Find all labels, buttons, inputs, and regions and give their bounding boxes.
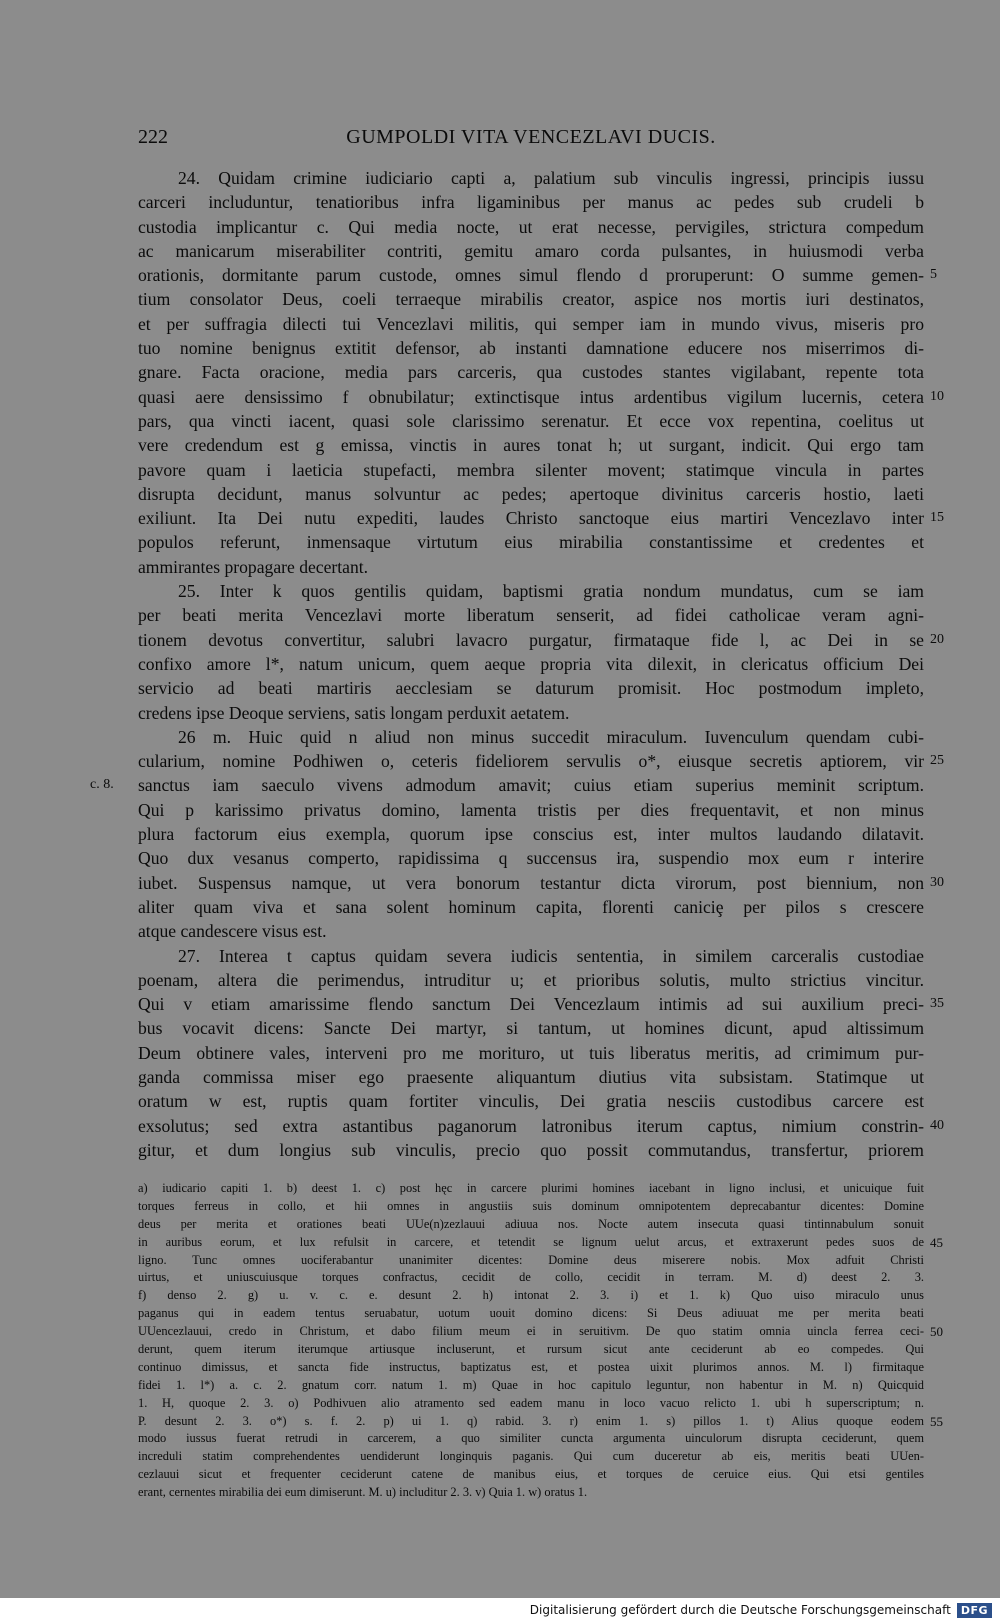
text-line — [138, 603, 924, 627]
text-line — [138, 1065, 924, 1089]
footnote-text: fidei 1. l*) a. c. 2. gnatum corr. natum 1. m) Quae in hoc capitulo leguntur, non habentur in M. n) Quicquid — [138, 1377, 924, 1392]
line-text: atque candescere visus est. — [138, 921, 327, 942]
footnote-text: modo iussus fuerat retrudi in carcerem, a quo similiter cuncta argumenta uinculorum disrupta ceciderunt, quem — [138, 1431, 924, 1446]
line-text: aliter quam viva et sana solent hominum capita, florenti caniciȩ per pilos s crescere — [138, 896, 924, 917]
funding-footer — [0, 1598, 1000, 1622]
footnote-line — [138, 1484, 924, 1502]
footnote-line — [138, 1430, 924, 1448]
line-text: tuo nomine benignus extitit defensor, ab instanti damnatione educere nos miserrimos di- — [138, 338, 924, 359]
line-text: Deum obtinere vales, interveni pro me morituro, ut tuis liberatus meritis, ad crimimum pur- — [138, 1042, 924, 1063]
text-line — [138, 555, 924, 579]
line-text: ac manicarum miserabiliter contriti, gemitu amaro corda pulsantes, in huiusmodi verba — [138, 240, 924, 261]
footnote-text: in auribus eorum, et lux refulsit in carcere, et tetendit se lignum uelut arcus, et extraxerunt pedes suos de — [138, 1234, 924, 1249]
text-line — [138, 263, 937, 287]
line-text: ammirantes propagare decertant. — [138, 556, 369, 577]
line-text: ganda commissa miser ego praesente aliquantum diutius vita subsistam. Statimque ut — [138, 1066, 924, 1087]
line-number: 45 — [930, 1234, 943, 1250]
footnote-line — [138, 1305, 924, 1323]
text-line — [138, 992, 944, 1016]
footnote-text: continuo dimissus, et sancta fide instructus, baptizatus est, et postea uixit plurimos annos. M. l) firmitaque — [138, 1359, 924, 1374]
line-text: servicio ad beati martiris aecclesiam se daturum promisit. Hoc postmodum impleto, — [138, 678, 924, 699]
dfg-logo: DFG — [957, 1603, 992, 1618]
text-line — [138, 458, 924, 482]
line-text: pavore quam i laeticia stupefacti, membra silenter movent; statimque vincula in partes — [138, 459, 924, 480]
line-text: per beati merita Vencezlavi morte liberatum senserit, ad fidei catholicae veram agni- — [138, 605, 924, 626]
text-line — [138, 579, 924, 603]
text-line — [138, 871, 944, 895]
text-line — [138, 701, 924, 725]
text-line — [138, 1114, 944, 1138]
footnote-text: deus per merita et orationes beati UUe(n)zezlauui adiuua nos. Nocte autem insecuta quasi tintinnabulum sonuit — [138, 1216, 924, 1231]
footnote-line — [138, 1466, 924, 1484]
footnote-line — [138, 1341, 924, 1359]
footnote-text: ligno. Tunc omnes uociferabantur unanimiter dicentes: Domine deus miserere nobis. Mox adfuit Christi — [138, 1252, 924, 1267]
text-line — [138, 822, 924, 846]
text-line — [138, 482, 924, 506]
text-line — [138, 287, 924, 311]
footnote-text: f) denso 2. g) u. v. c. e. desunt 2. h) intonat 2. 3. i) et 1. k) Quo uiso miraculo unus — [138, 1288, 924, 1303]
line-number: 5 — [930, 267, 937, 283]
page-number: 222 — [138, 126, 168, 148]
footnote-line — [138, 1269, 924, 1287]
text-line — [138, 895, 924, 919]
footnote-text: UUencezlauui, credo in Christum, et dabo filium meum ei in seruitivm. De quo statim omnia uincla ferrea ceci- — [138, 1324, 924, 1339]
text-line — [138, 968, 924, 992]
text-line — [138, 385, 944, 409]
line-text: credens ipse Deoque serviens, satis longam perduxit aetatem. — [138, 702, 570, 723]
line-text: plura factorum eius exempla, quorum ipse conscius est, inter multos laudando dilatavit. — [138, 824, 924, 845]
line-number: 10 — [930, 388, 944, 404]
footnote-line — [138, 1287, 924, 1305]
line-text: Quo dux vesanus comperto, rapidissima q succensus ira, suspendio mox eum r interire — [138, 848, 924, 869]
text-line — [138, 239, 924, 263]
text-line — [138, 676, 924, 700]
line-text: poenam, altera die perimendus, intruditur u; et prioribus solutis, multo strictius vincitur. — [138, 969, 924, 990]
line-text: quasi aere densissimo f obnubilatur; extinctisque intus ardentibus vigilum lucernis, cetera — [138, 386, 924, 407]
text-line — [138, 1041, 924, 1065]
line-text: vere credendum est g emissa, vinctis in aures tonat h; ut surgant, indicit. Qui ergo tam — [138, 435, 924, 456]
text-line — [138, 944, 924, 968]
text-line — [138, 798, 924, 822]
line-text: 25. Inter k quos gentilis quidam, baptismi gratia nondum mundatus, cum se iam — [178, 581, 924, 602]
line-text: confixo amore l*, natum unicum, quem aeque propria vita dilexit, in clericatus officium Dei — [138, 653, 924, 674]
footnote-line — [138, 1448, 924, 1466]
line-number: 15 — [930, 510, 944, 526]
page-header — [138, 126, 924, 158]
footnote-text: torques ferreus in collo, et hii omnes in angustiis suis dominum omnipotentem deprecabantur dicentes: Domine — [138, 1198, 924, 1213]
line-text: tium consolator Deus, coeli terraeque mirabilis creator, aspice nos mortis iuri destinatos, — [138, 289, 924, 310]
text-line — [138, 506, 944, 530]
text-line — [138, 336, 924, 360]
line-text: sanctus iam saeculo vivens admodum amavit; cuius etiam superius meminit scriptum. — [138, 775, 924, 796]
text-line — [138, 628, 944, 652]
line-number: 30 — [930, 874, 944, 890]
footnote-line — [138, 1413, 943, 1431]
text-line — [138, 312, 924, 336]
footnotes — [138, 1180, 943, 1502]
footnote-line — [138, 1216, 924, 1234]
text-line — [138, 725, 924, 749]
line-text: orationis, dormitante parum custode, omnes simul flendo d proruperunt: O summe gemen- — [138, 265, 924, 286]
funding-note: Digitalisierung gefördert durch die Deutsche Forschungsgemeinschaft — [529, 1603, 951, 1617]
line-text: disrupta decidunt, manus solvuntur ac pedes; apertoque divinitus carceris hostio, laeti — [138, 483, 924, 504]
line-text: gitur, et dum longius sub vinculis, precio quo possit commutandus, transfertur, priorem — [138, 1139, 924, 1160]
footnote-line — [138, 1198, 924, 1216]
footnote-line — [138, 1395, 924, 1413]
line-text: et per suffragia dilecti tui Vencezlavi militis, qui semper iam in mundo vivus, miseris pro — [138, 313, 924, 334]
line-number: 40 — [930, 1117, 944, 1133]
footnote-line — [138, 1323, 943, 1341]
text-line — [138, 749, 944, 773]
text-line — [138, 360, 924, 384]
line-text: exiliunt. Ita Dei nutu expediti, laudes Christo sanctoque eius martiri Vencezlavo inter — [138, 508, 924, 529]
line-text: 26 m. Huic quid n aliud non minus succedit miraculum. Iuvenculum quendam cubi- — [178, 726, 924, 747]
footnote-text: derunt, quem iterum iterumque artiusque incluserunt, et rursum sicut ante ceciderunt ab eo compedes. Qui — [138, 1342, 924, 1357]
footnote-text: cezlauui sicut et frequenter ceciderunt catene de manibus eius, et torques de ceruice eius. Qui etsi gentiles — [138, 1467, 924, 1482]
line-number: 35 — [930, 996, 944, 1012]
line-text: custodia implicantur c. Qui media nocte, ut erat necesse, pervigiles, strictura compedum — [138, 216, 924, 237]
line-number: 25 — [930, 753, 944, 769]
text-line — [138, 652, 924, 676]
line-text: pars, qua vincti iacent, quasi sole clarissimo serenatur. Et ecce vox repentina, coelitus ut — [138, 410, 924, 431]
line-text: cularium, nomine Podhiwen o, ceteris fideliorem servulis o*, eiusque secretis aptiorem, vir — [138, 751, 924, 772]
line-text: iubet. Suspensus namque, ut vera bonorum testantur dicta virorum, post biennium, non — [138, 872, 924, 893]
text-line — [138, 530, 924, 554]
line-text: populos referunt, inmensaque virtutum eius mirabilia constantissime et credentes et — [138, 532, 924, 553]
footnote-text: P. desunt 2. 3. o*) s. f. 2. p) ui 1. q) rabid. 3. r) enim 1. s) pillos 1. t) Alius quoque eodem — [138, 1413, 924, 1428]
running-title: GUMPOLDI VITA VENCEZLAVI DUCIS. — [346, 126, 716, 148]
footnote-line — [138, 1377, 924, 1395]
footnote-line — [138, 1252, 924, 1270]
text-line — [138, 1016, 924, 1040]
footnote-text: increduli statim comprehendentes uendiderunt longinquis paganis. Qui cum duceretur ab eis, meritis beati UUen- — [138, 1449, 924, 1464]
text-line — [138, 846, 924, 870]
margin-note: c. 8. — [90, 777, 114, 793]
text-line — [138, 409, 924, 433]
text-line — [90, 773, 924, 797]
footnote-text: paganus qui in eadem tentus seruabatur, uotum uouit domino dicens: Si Deus adiuuat me per merita beati — [138, 1306, 924, 1321]
footnote-line — [138, 1359, 924, 1377]
line-text: carceri includuntur, tenatioribus infra ligaminibus per manus ac pedes sub crudeli b — [138, 192, 924, 213]
text-line — [138, 919, 924, 943]
line-text: 24. Quidam crimine iudiciario capti a, palatium sub vinculis ingressi, principis iussu — [178, 168, 924, 188]
text-line — [138, 166, 924, 190]
footnote-text: a) iudicario capiti 1. b) deest 1. c) post hęc in carcere plurimi homines iacebant in ligno inclusi, et unicuique fuit — [138, 1181, 924, 1195]
line-number: 20 — [930, 631, 944, 647]
line-text: gnare. Facta oracione, media pars carceris, qua custodes stantes vigilabant, repente tota — [138, 362, 924, 383]
footnote-text: erant, cernentes mirabilia dei eum dimiserunt. M. u) includitur 2. 3. v) Quia 1. w) oratus 1. — [138, 1485, 588, 1500]
line-text: Qui p karissimo privatus domino, lamenta tristis per dies frequentavit, et non minus — [138, 799, 924, 820]
footnote-text: uirtus, et uniuscuiusque torques confractus, cecidit de collo, cecidit in terram. M. d) deest 2. 3. — [138, 1270, 924, 1285]
line-text: bus vocavit dicens: Sancte Dei martyr, si tantum, ut homines dicunt, apud altissimum — [138, 1018, 924, 1039]
line-number: 50 — [930, 1324, 943, 1340]
line-text: oratum w est, ruptis quam fortiter vinculis, Dei gratia nesciis custodibus carcere est — [138, 1091, 924, 1112]
text-line — [138, 433, 924, 457]
footnote-line — [138, 1234, 943, 1252]
footnote-text: 1. H, quoque 2. 3. o) Podhivuen alio atramento sed eadem manu in loco vacuo relicto 1. ubi h superscriptum; n. — [138, 1395, 924, 1410]
main-text — [90, 166, 944, 1162]
footnote-line — [138, 1180, 924, 1198]
line-text: tionem devotus convertitur, salubri lavacro purgatur, firmataque fide l, ac Dei in se — [138, 629, 924, 650]
line-text: exsolutus; sed extra astantibus paganorum latronibus iterum captus, nimium constrin- — [138, 1115, 924, 1136]
text-line — [138, 1138, 924, 1162]
line-text: Qui v etiam amarissime flendo sanctum Dei Vencezlaum intimis ad sui auxilium preci- — [138, 994, 924, 1015]
text-line — [138, 1089, 924, 1113]
text-line — [138, 215, 924, 239]
line-number: 55 — [930, 1413, 943, 1429]
line-text: 27. Interea t captus quidam severa iudicis sententia, in similem carceralis custodiae — [178, 945, 924, 966]
text-line — [138, 190, 924, 214]
